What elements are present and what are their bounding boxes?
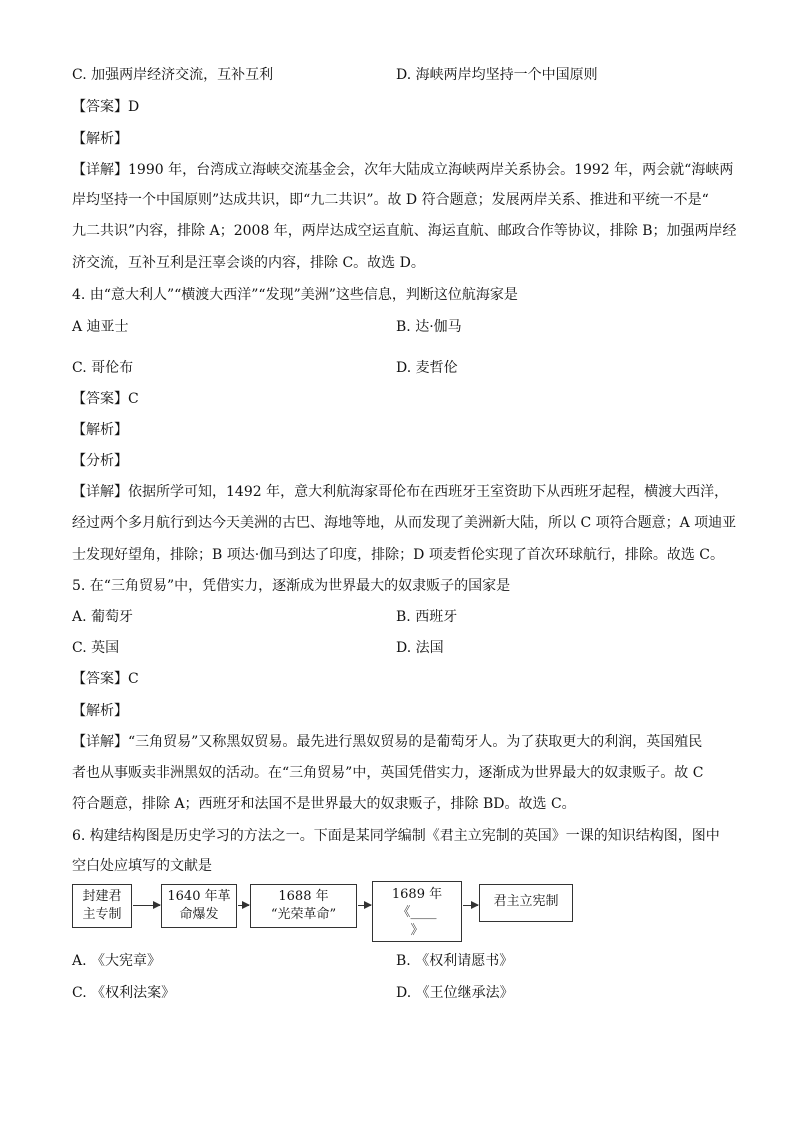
box-text: 命爆发 <box>179 907 219 922</box>
q6-option-b: B. 《权利请愿书》 <box>396 953 514 969</box>
q4-option-d: D. 麦哲伦 <box>396 360 458 376</box>
q5-option-b: B. 西班牙 <box>396 609 458 625</box>
q4-option-a: A 迪亚士 <box>72 319 129 335</box>
q5-detail-line: 者也从事贩卖非洲黑奴的活动。在“三角贸易”中，英国凭借实力，逐渐成为世界最大的奴隶贩子。故 C <box>72 765 704 781</box>
q5-answer: 【答案】C <box>72 671 139 687</box>
q3-detail-line: 【详解】1990 年，台湾成立海峡交流基金会，次年大陆成立海峡两岸关系协会。1992 年，两会就“海峡两 <box>72 162 734 178</box>
q4-detail-line: 【详解】依据所学可知，1492 年，意大利航海家哥伦布在西班牙王室资助下从西班牙起程，横渡大西洋， <box>72 484 729 500</box>
box-text: 君主立宪制 <box>493 894 559 909</box>
q4-answer: 【答案】C <box>72 391 139 407</box>
box-text: 》 <box>410 923 424 938</box>
q5-option-c: C. 英国 <box>72 640 120 656</box>
q6-option-c: C. 《权利法案》 <box>72 985 176 1001</box>
diagram-box-1689-blank <box>372 881 462 942</box>
q4-option-b: B. 达·伽马 <box>396 319 462 335</box>
arrow-icon <box>133 905 160 906</box>
diagram-box-constitutional-monarchy <box>479 884 573 922</box>
q5-stem: 5. 在“三角贸易”中，凭借实力，逐渐成为世界最大的奴隶贩子的国家是 <box>72 578 511 594</box>
box-text: 1689 年 <box>391 887 443 902</box>
q5-option-a: A. 葡萄牙 <box>72 609 134 625</box>
q5-analysis-label: 【解析】 <box>72 703 128 719</box>
diagram-box-1640-revolution <box>161 884 237 928</box>
q3-option-d: D. 海峡两岸均坚持一个中国原则 <box>396 67 598 83</box>
arrow-icon <box>463 905 478 906</box>
box-text: 封建君 <box>82 889 122 904</box>
box-text: 1640 年革 <box>167 889 231 904</box>
box-text: 1688 年 <box>278 889 329 904</box>
arrow-icon <box>238 905 249 906</box>
q5-detail-line: 符合题意，排除 A；西班牙和法国不是世界最大的奴隶贩子，排除 BD。故选 C。 <box>72 796 576 812</box>
q6-option-d: D. 《王位继承法》 <box>396 985 514 1001</box>
q6-stem-line: 空白处应填写的文献是 <box>72 858 212 874</box>
blank-field: 《____ <box>397 905 437 920</box>
q5-option-d: D. 法国 <box>396 640 444 656</box>
arrow-icon <box>358 905 371 906</box>
q4-fenxi-label: 【分析】 <box>72 453 128 469</box>
q3-answer: 【答案】D <box>72 99 140 115</box>
q6-stem-line: 6. 构建结构图是历史学习的方法之一。下面是某同学编制《君主立宪制的英国》一课的知识结构图，图中 <box>72 828 720 844</box>
q5-detail-line: 【详解】“三角贸易”又称黑奴贸易。最先进行黑奴贸易的是葡萄牙人。为了获取更大的利润，英国殖民 <box>72 734 703 750</box>
diagram-box-glorious-revolution <box>250 884 357 928</box>
q4-stem: 4. 由“意大利人”“横渡大西洋”“发现”美洲”这些信息，判断这位航海家是 <box>72 287 518 303</box>
q3-detail-line: 岸均坚持一个中国原则”达成共识，即“九二共识”。故 D 符合题意；发展两岸关系、推进和平统一不是“ <box>72 192 709 208</box>
q4-analysis-label: 【解析】 <box>72 422 128 438</box>
box-text: “光荣革命” <box>270 907 337 922</box>
q3-detail-line: 九二共识”内容，排除 A；2008 年，两岸达成空运直航、海运直航、邮政合作等协议，排除 B；加强两岸经 <box>72 223 737 239</box>
diagram-box-feudal-autocracy <box>72 884 132 928</box>
q3-detail-line: 济交流，互补互利是汪辜会谈的内容，排除 C。故选 D。 <box>72 255 425 271</box>
q3-option-c: C. 加强两岸经济交流，互补互利 <box>72 67 274 83</box>
q4-option-c: C. 哥伦布 <box>72 360 134 376</box>
q6-option-a: A. 《大宪章》 <box>72 953 162 969</box>
q3-analysis-label: 【解析】 <box>72 131 128 147</box>
q4-detail-line: 士发现好望角，排除；B 项达·伽马到达了印度，排除；D 项麦哲伦实现了首次环球航行，排除。故选 C。 <box>72 547 725 563</box>
box-text: 主专制 <box>82 907 122 922</box>
q4-detail-line: 经过两个多月航行到达今天美洲的古巴、海地等地，从而发现了美洲新大陆，所以 C 项符合题意；A 项迪亚 <box>72 515 737 531</box>
